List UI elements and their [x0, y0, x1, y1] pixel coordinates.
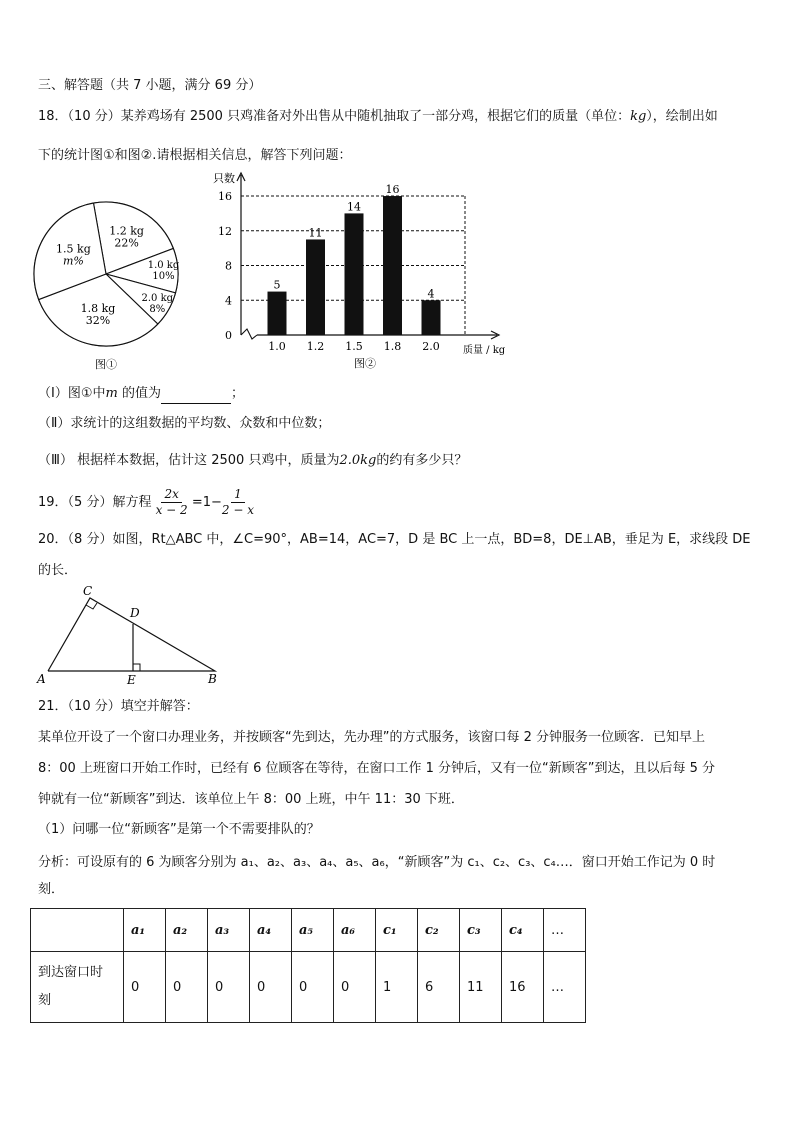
- q19-frac1-den: x − 2: [155, 503, 188, 517]
- label-d: D: [130, 606, 140, 620]
- table-header-cell: c₁: [376, 909, 418, 952]
- pie-slice-value: m%: [62, 254, 84, 268]
- right-angle-mark-e: [133, 664, 140, 671]
- x-tick-label: 1.5: [345, 340, 363, 353]
- q21-question-1: （1）问哪一位“新顾客”是第一个不需要排队的？: [38, 822, 320, 837]
- pie-slice-label: 1.2 kg: [109, 224, 144, 238]
- x-tick-label: 1.8: [383, 340, 402, 353]
- q19-fraction-1: [156, 487, 188, 518]
- y-tick-label: 12: [218, 224, 232, 238]
- q19-frac2-num: 1: [231, 487, 245, 503]
- y-tick-label: 0: [225, 329, 232, 342]
- table-cell: 0: [208, 952, 250, 1023]
- bar: [306, 239, 325, 335]
- pie-slice-value: 22%: [114, 236, 139, 250]
- x-tick-label: 1.0: [268, 340, 286, 353]
- table-cell: 0: [166, 952, 208, 1023]
- table-header-cell: c₄: [502, 909, 544, 952]
- pie-slice-value: 8%: [149, 304, 166, 316]
- q20-line2: 的长．: [38, 563, 78, 578]
- q20-line1: 20．（8 分）如图，Rt△ABC 中，∠C=90°，AB=14，AC=7，D 是 BC 上一点，BD=8，DE⊥AB，垂足为 E，求线段 DE: [38, 532, 751, 547]
- table-cell: 11: [460, 952, 502, 1023]
- q18-line1-end: ），绘制出如: [646, 109, 718, 124]
- table-header-cell: c₂: [418, 909, 460, 952]
- label-b: B: [208, 672, 217, 686]
- bar-value-label: 5: [273, 278, 281, 292]
- table-cell: 0: [250, 952, 292, 1023]
- table-row: [31, 952, 586, 1023]
- q21-title: 21．（10 分）填空并解答：: [38, 699, 199, 714]
- bar-value-label: 4: [427, 287, 435, 301]
- bar: [345, 213, 364, 335]
- q18-line1-text: 18．（10 分）某养鸡场有 2500 只鸡准备对外出售从中随机抽取了一部分鸡，根据它们的质量（单位：: [38, 109, 631, 124]
- q19-frac2-den: 2 − x: [221, 503, 254, 517]
- q19-frac1-num: 2x: [161, 487, 181, 503]
- q18-part3-a: （Ⅲ） 根据样本数据，估计这 2500 只鸡中，质量为: [38, 453, 340, 468]
- table-header-cell: c₃: [460, 909, 502, 952]
- y-tick-label: 8: [225, 259, 232, 273]
- table-header-row: [31, 909, 586, 952]
- pie-slice-label: 1.5 kg: [56, 242, 91, 256]
- triangle-figure: [30, 583, 230, 688]
- pie-chart: [30, 198, 190, 378]
- q19-text: 19．（5 分）解方程: [38, 495, 152, 510]
- pie-slice-label: 1.8 kg: [80, 301, 116, 315]
- table-header-cell: a₅: [292, 909, 334, 952]
- table-cell: 1: [376, 952, 418, 1023]
- bar: [268, 292, 287, 335]
- table-header-cell: a₂: [166, 909, 208, 952]
- label-e: E: [127, 673, 136, 687]
- x-axis-break: [241, 329, 257, 339]
- q18-part1-b: 的值为: [117, 386, 161, 401]
- bar-tick-labels: [218, 183, 440, 353]
- bar-value-label: 14: [347, 200, 361, 214]
- table-header-cell: a₃: [208, 909, 250, 952]
- y-tick-label: 4: [225, 294, 232, 308]
- q18-part1-a: （Ⅰ）图①中: [38, 386, 106, 401]
- q18-part1-m: m: [105, 386, 118, 401]
- q18-line1: [38, 107, 718, 127]
- table-header-cell: …: [544, 909, 586, 952]
- q21-analysis-1: 分析：可设原有的 6 为顾客分别为 a₁、a₂、a₃、a₄、a₅、a₆，“新顾客”为 c₁、c₂、c₃、c₄…．窗口开始工作记为 0 时: [38, 855, 716, 870]
- table-row-label: [31, 952, 124, 1023]
- q21-p3: 钟就有一位“新顾客”到达．该单位上午 8：00 上班，中午 11：30 下班．: [38, 792, 464, 807]
- q21-analysis-2: 刻．: [38, 882, 65, 897]
- right-angle-mark-c: [86, 603, 97, 609]
- arrival-table: [30, 908, 586, 1023]
- row-label-line-2: 刻: [38, 993, 52, 1008]
- bar: [383, 196, 402, 335]
- answer-blank[interactable]: [161, 389, 231, 404]
- q19-line: [38, 483, 254, 523]
- bar: [422, 300, 441, 335]
- q18-unit: kg: [630, 109, 647, 124]
- table-cell: …: [544, 952, 586, 1023]
- q18-part1-c: ；: [230, 386, 244, 401]
- q18-part1: [38, 384, 244, 404]
- table-header-cell: a₆: [334, 909, 376, 952]
- x-tick-label: 2.0: [422, 340, 440, 353]
- q19-fraction-2: [222, 487, 254, 518]
- q18-part2: （Ⅱ）求统计的这组数据的平均数、众数和中位数；: [38, 416, 331, 431]
- label-c: C: [83, 584, 93, 598]
- q18-part3-b: 的约有多少只？: [376, 453, 468, 468]
- bar-value-label: 16: [385, 183, 400, 197]
- table-cell: 6: [418, 952, 460, 1023]
- table-cell: 0: [292, 952, 334, 1023]
- bar-chart: [205, 165, 525, 375]
- section-title: 三、解答题（共 7 小题，满分 69 分）: [38, 78, 262, 93]
- table-cell: 16: [502, 952, 544, 1023]
- bar-xlabel: 质量 / kg: [463, 345, 506, 356]
- table-header-cell: a₁: [124, 909, 166, 952]
- q18-part3-val: 2.0kg: [339, 453, 377, 468]
- q19-mid: =1−: [191, 495, 222, 510]
- pie-slice-label: 1.0 kg: [147, 260, 180, 272]
- pie-slice-label: 2.0 kg: [141, 293, 174, 305]
- q21-p1: 某单位开设了一个窗口办理业务，并按顾客“先到达，先办理”的方式服务，该窗口每 2 分钟服务一位顾客．已知早上: [38, 730, 706, 745]
- pie-slice-value: 10%: [152, 271, 175, 283]
- pie-slice-value: 32%: [85, 313, 111, 327]
- q18-part3: [38, 451, 467, 471]
- label-a: A: [37, 672, 46, 686]
- x-tick-label: 1.2: [306, 340, 325, 353]
- table-corner: [31, 909, 124, 952]
- pie-caption: 图①: [95, 358, 117, 371]
- q18-line2: 下的统计图①和图②.请根据相关信息，解答下列问题：: [38, 148, 352, 163]
- y-tick-label: 16: [218, 190, 232, 204]
- table-cell: 0: [334, 952, 376, 1023]
- bar-caption: 图②: [354, 357, 376, 370]
- bar-value-label: 11: [308, 226, 323, 240]
- bar-ylabel: 只数: [213, 172, 235, 185]
- table-header-cell: a₄: [250, 909, 292, 952]
- table-cell: 0: [124, 952, 166, 1023]
- q21-p2: 8：00 上班窗口开始工作时，已经有 6 位顾客在等待，在窗口工作 1 分钟后，又有一位“新顾客”到达，且以后每 5 分: [38, 761, 716, 776]
- row-label-line-1: 到达窗口时: [38, 965, 104, 980]
